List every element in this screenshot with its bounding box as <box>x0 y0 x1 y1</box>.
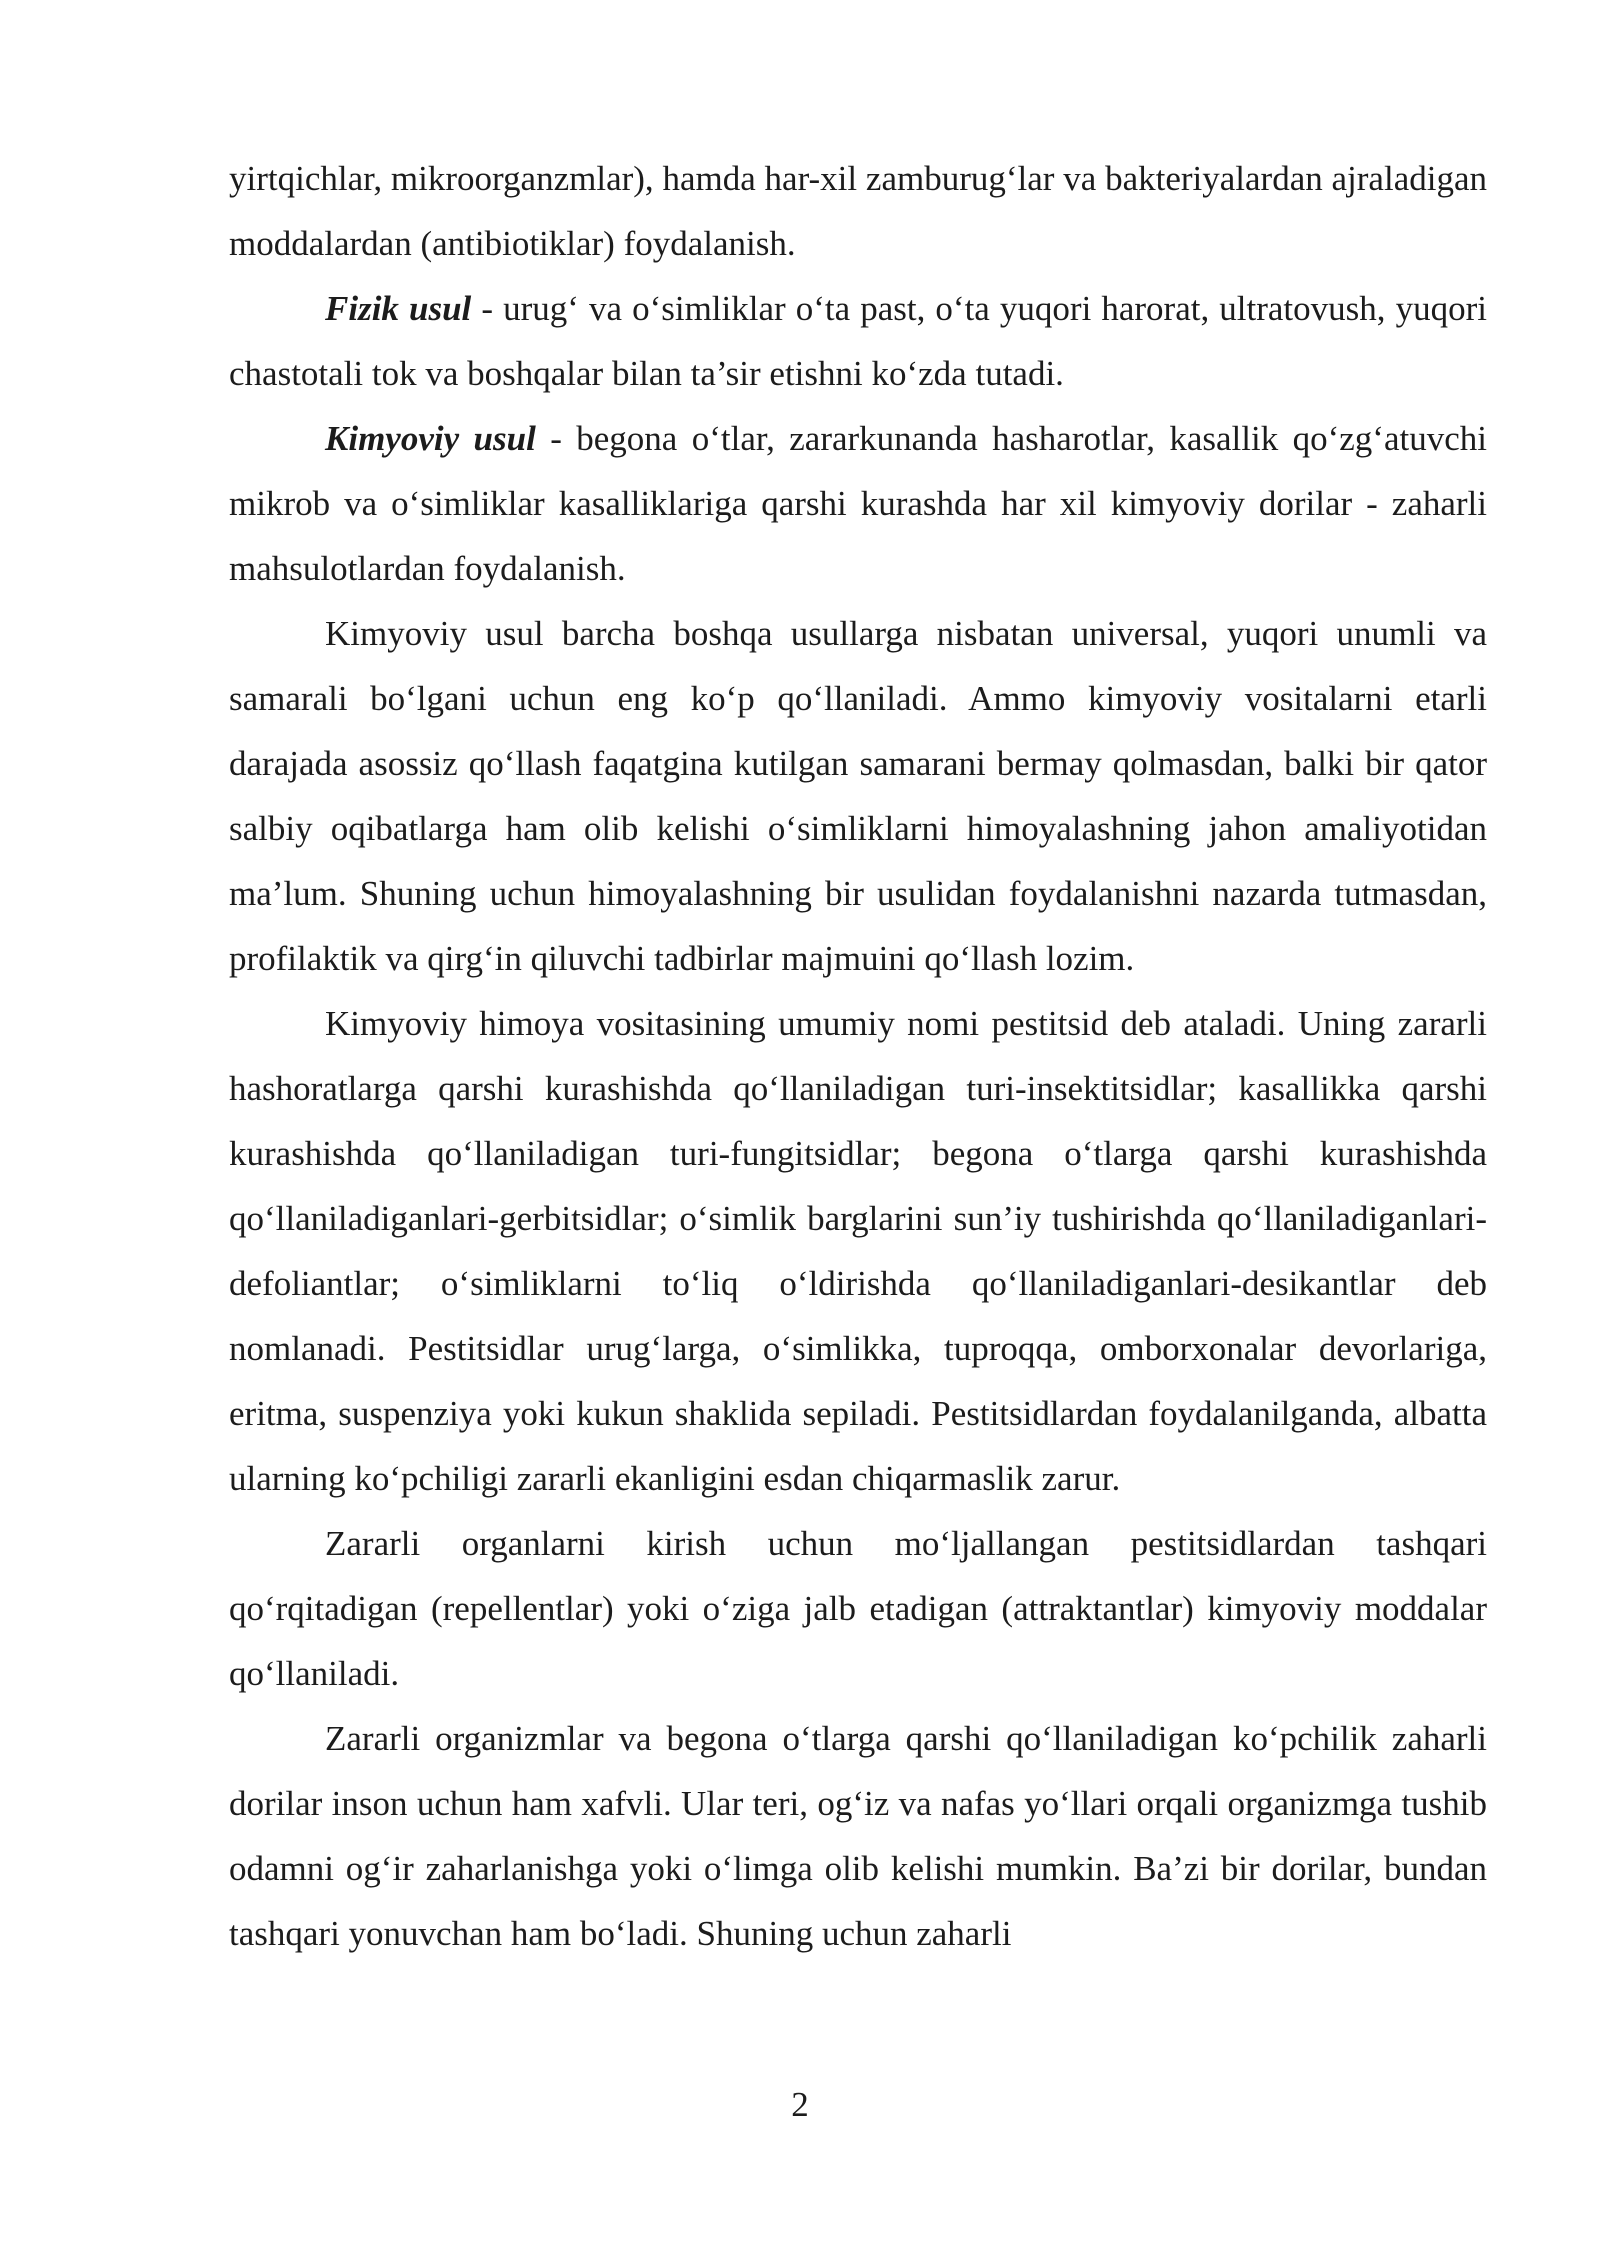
page-number: 2 <box>791 2085 809 2124</box>
paragraph-text: yirtqichlar, mikroorganzmlar), hamda har-xil zamburug‘lar va bakteriyalardan ajraladigan moddalardan (antibiotiklar) foydalanish. <box>229 159 1487 263</box>
paragraph-continuation <box>229 146 1487 276</box>
term-fizik-usul: Fizik usul <box>325 289 472 328</box>
paragraph-text: - urug‘ va o‘simliklar o‘ta past, o‘ta yuqori harorat, ultratovush, yuqori chastotali tok va boshqalar bilan ta’sir etishni ko‘zda tutadi. <box>229 289 1487 393</box>
paragraph-repellentlar <box>229 1511 1487 1706</box>
paragraph-xavf <box>229 1706 1487 1966</box>
paragraph-pestitsid <box>229 991 1487 1511</box>
paragraph-text: - begona o‘tlar, zararkunanda hasharotlar, kasallik qo‘zg‘atuvchi mikrob va o‘simliklar kasalliklariga qarshi kurashda har xil kimyoviy dorilar - zaharli mahsulotlardan foydalanish. <box>229 419 1487 588</box>
paragraph-text: Zararli organlarni kirish uchun mo‘ljallangan pestitsidlardan tashqari qo‘rqitadigan (repellentlar) yoki o‘ziga jalb etadigan (attraktantlar) kimyoviy moddalar qo‘llaniladi. <box>229 1524 1487 1693</box>
paragraph-text: Zararli organizmlar va begona o‘tlarga qarshi qo‘llaniladigan ko‘pchilik zaharli dorilar inson uchun ham xafvli. Ular teri, og‘iz va nafas yo‘llari orqali organizmga tushib odamni og‘ir zaharlanishga yoki o‘limga olib kelishi mumkin. Ba’zi bir dorilar, bundan tashqari yonuvchan ham bo‘ladi. Shuning uchun zaharli <box>229 1719 1487 1953</box>
body-text <box>229 146 1487 1966</box>
paragraph-text: Kimyoviy himoya vositasining umumiy nomi pestitsid deb ataladi. Uning zararli hashoratlarga qarshi kurashishda qo‘llaniladigan turi-insektitsidlar; kasallikka qarshi kurashishda qo‘llaniladigan turi-fungitsidlar; begona o‘tlarga qarshi kurashishda qo‘llaniladiganlari-gerbitsidlar; o‘simlik barglarini sun’iy tushirishda qo‘llaniladiganlari-defoliantlar; o‘simliklarni to‘liq o‘ldirishda qo‘llaniladiganlari-desikantlar deb nomlanadi. Pestitsidlar urug‘larga, o‘simlikka, tuproqqa, omborxonalar devorlariga, eritma, suspenziya yoki kukun shaklida sepiladi. Pestitsidlardan foydalanilganda, albatta ularning ko‘pchiligi zararli ekanligini esdan chiqarmaslik zarur. <box>229 1004 1487 1498</box>
paragraph-kimyoviy-usul <box>229 406 1487 601</box>
paragraph-universal <box>229 601 1487 991</box>
paragraph-fizik-usul <box>229 276 1487 406</box>
paragraph-text: Kimyoviy usul barcha boshqa usullarga nisbatan universal, yuqori unumli va samarali bo‘lgani uchun eng ko‘p qo‘llaniladi. Ammo kimyoviy vositalarni etarli darajada asossiz qo‘llash faqatgina kutilgan samarani bermay qolmasdan, balki bir qator salbiy oqibatlarga ham olib kelishi o‘simliklarni himoyalashning jahon amaliyotidan ma’lum. Shuning uchun himoyalashning bir usulidan foydalanishni nazarda tutmasdan, profilaktik va qirg‘in qiluvchi tadbirlar majmuini qo‘llash lozim. <box>229 614 1487 978</box>
term-kimyoviy-usul: Kimyoviy usul <box>325 419 536 458</box>
